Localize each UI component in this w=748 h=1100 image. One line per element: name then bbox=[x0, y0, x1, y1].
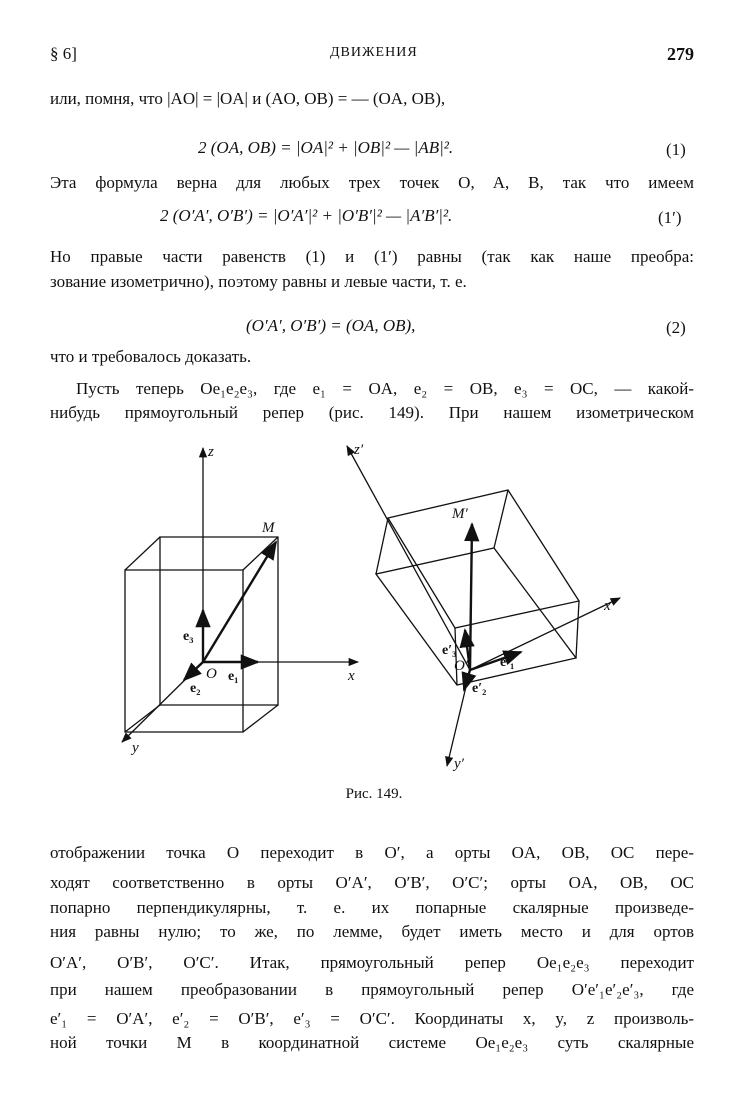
right-m-label: M′ bbox=[452, 506, 468, 522]
right-labels bbox=[353, 442, 615, 772]
left-om-vector bbox=[203, 542, 276, 662]
text-line: e′₁ = O′A′, e′₂ = O′B′, e′₃ = O′C′. Координаты x, y, z произволь- bbox=[50, 1009, 694, 1028]
text-line: отображении точка O переходит в O′, а орты OA, OB, OC пере- bbox=[50, 843, 694, 862]
left-e2-label: e₂ bbox=[190, 681, 201, 696]
right-o-label: O′ bbox=[454, 658, 469, 674]
left-axes bbox=[122, 448, 358, 742]
left-vectors bbox=[184, 542, 276, 680]
left-y-label: y bbox=[132, 740, 139, 756]
figure-149 bbox=[0, 430, 748, 785]
left-e3-label: e₃ bbox=[183, 629, 194, 644]
left-e2-vector bbox=[184, 662, 203, 680]
right-e1-label: e′₁ bbox=[500, 655, 515, 670]
text-line: Но правые части равенств (1) и (1′) равны (так как наше преобра: bbox=[50, 247, 694, 266]
left-e1-label: e₁ bbox=[228, 669, 239, 684]
right-om-vector bbox=[470, 524, 472, 670]
right-box-top-face bbox=[388, 490, 579, 628]
equation-1-prime-number: (1′) bbox=[658, 208, 682, 227]
equation-2-number: (2) bbox=[666, 318, 686, 337]
equation-2: (O′A′, O′B′) = (OA, OB), bbox=[246, 316, 416, 335]
text-line: что и требовалось доказать. bbox=[50, 347, 252, 366]
text-line: зование изометрично), поэтому равны и левые части, т. е. bbox=[50, 272, 467, 291]
equation-1-prime: 2 (O′A′, O′B′) = |O′A′|² + |O′B′|² — |A′B′|². bbox=[160, 206, 453, 225]
text-line: при нашем преобразовании в прямоугольный репер O′e′₁e′₂e′₃, где bbox=[50, 980, 694, 999]
right-y-label: y′ bbox=[454, 756, 464, 772]
right-x-label: x′ bbox=[604, 598, 614, 614]
right-e2-label: e′₂ bbox=[472, 681, 487, 696]
text-line: Эта формула верна для любых трех точек O, A, B, так что имеем bbox=[50, 173, 694, 192]
text-line: O′A′, O′B′, O′C′. Итак, прямоугольный репер Oe₁e₂e₃ переходит bbox=[50, 953, 694, 972]
text-line: Пусть теперь Oe₁e₂e₃, где e₁ = OA, e₂ = OB, e₃ = OC, — какой- bbox=[76, 379, 694, 398]
left-box bbox=[125, 537, 278, 732]
left-x-label: x bbox=[348, 668, 355, 684]
right-box-bottom-face bbox=[376, 548, 576, 685]
left-z-label: z bbox=[208, 444, 214, 460]
text-line: ной точки M в координатной системе Oe₁e₂e₃ суть скалярные bbox=[50, 1033, 694, 1052]
text-line: попарно перпендикулярны, т. е. их попарные скалярные произведе- bbox=[50, 898, 694, 917]
left-box-front-face bbox=[125, 570, 243, 732]
left-o-label: O bbox=[206, 666, 217, 682]
page-number: 279 bbox=[667, 44, 694, 64]
page-header bbox=[50, 44, 694, 68]
text-line: или, помня, что |AO| = |OA| и (AO, OB) = — (OA, OB), bbox=[50, 89, 446, 108]
right-z-label: z′ bbox=[354, 442, 364, 458]
right-box bbox=[376, 490, 579, 685]
left-m-label: M bbox=[262, 520, 275, 536]
running-title: ДВИЖЕНИЯ bbox=[330, 45, 418, 60]
text-line: нибудь прямоугольный репер (рис. 149). При нашем изометрическом bbox=[50, 403, 694, 422]
equation-1-number: (1) bbox=[666, 140, 686, 159]
section-marker: § 6] bbox=[50, 44, 77, 63]
equation-1: 2 (OA, OB) = |OA|² + |OB|² — |AB|². bbox=[198, 138, 454, 157]
text-line: ходят соответственно в орты O′A′, O′B′, O′C′; орты OA, OB, OC bbox=[50, 873, 694, 892]
text-line: ния равны нулю; то же, по лемме, будет иметь место и для ортов bbox=[50, 922, 694, 941]
figure-caption: Рис. 149. bbox=[345, 786, 403, 802]
right-e3-label: e′₃ bbox=[442, 643, 457, 658]
left-box-back-face bbox=[160, 537, 278, 705]
